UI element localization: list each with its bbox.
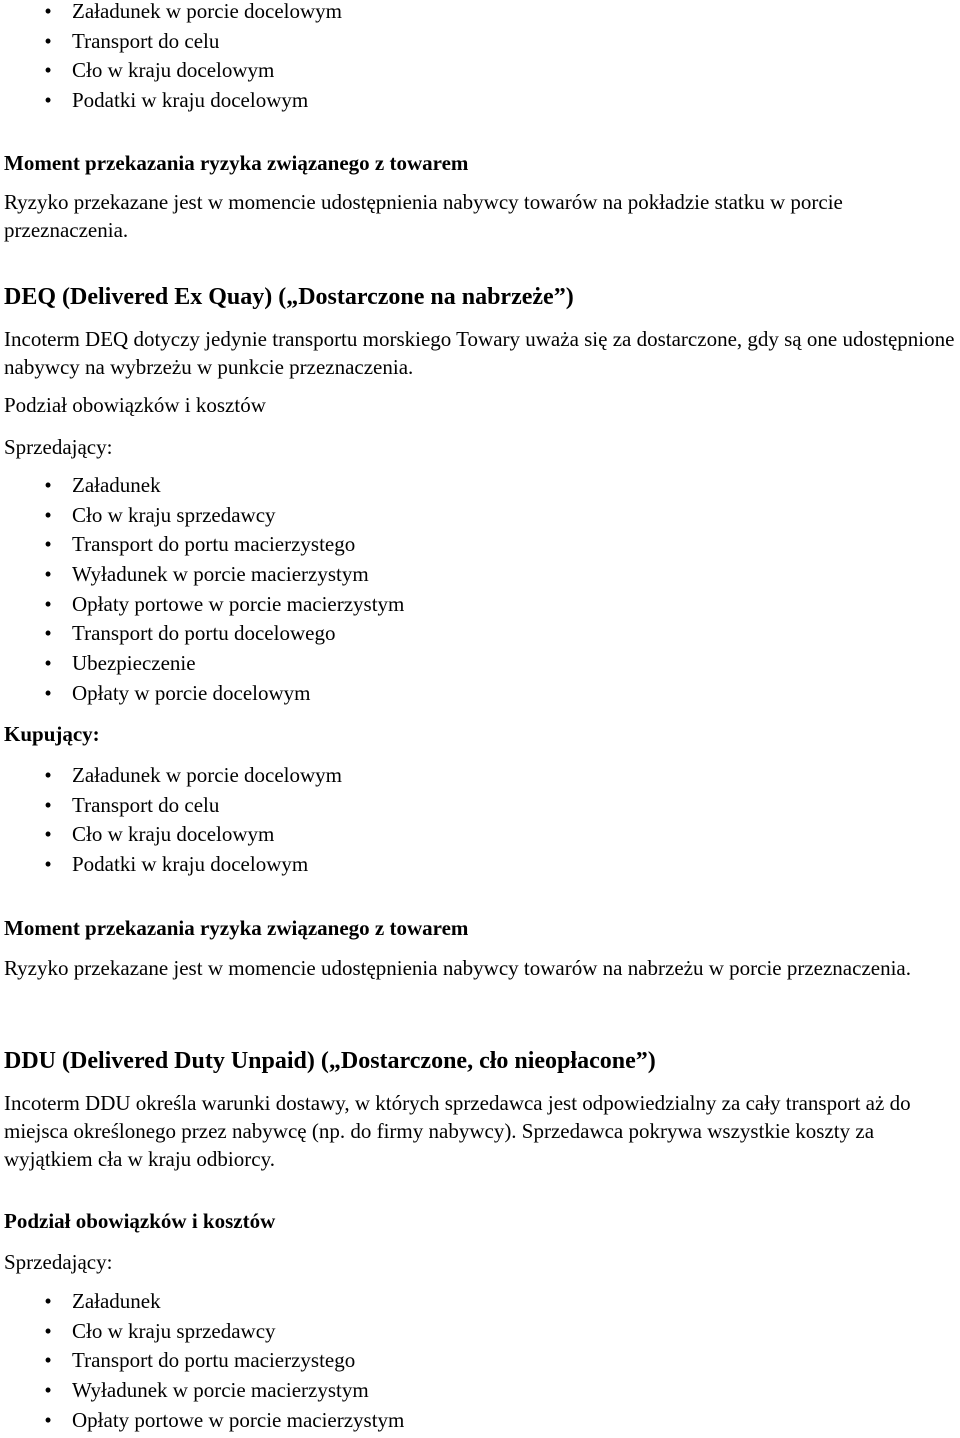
list-item-text: Załadunek bbox=[72, 473, 161, 497]
ddu-seller-label: Sprzedający: bbox=[4, 1250, 113, 1274]
list-item-text: Podatki w kraju docelowym bbox=[72, 88, 309, 113]
bullet-icon: • bbox=[44, 591, 52, 616]
list-item-text: Podatki w kraju docelowym bbox=[72, 852, 309, 877]
risk-heading: Moment przekazania ryzyka związanego z towarem bbox=[4, 151, 469, 175]
bullet-icon: • bbox=[44, 651, 52, 676]
bullet-icon: • bbox=[44, 1348, 52, 1373]
list-item bbox=[0, 1376, 960, 1406]
list-item-text: Cło w kraju docelowym bbox=[72, 822, 275, 847]
bullet-icon: • bbox=[44, 680, 52, 705]
bullet-icon: • bbox=[44, 1289, 52, 1313]
bullet-icon: • bbox=[44, 1407, 52, 1432]
list-item-text: Opłaty portowe w porcie macierzystym bbox=[72, 591, 405, 616]
list-item bbox=[0, 0, 960, 27]
list-item bbox=[0, 86, 960, 116]
ddu-heading: DDU (Delivered Duty Unpaid) („Dostarczone, cło nieopłacone”) bbox=[4, 1048, 656, 1074]
list-item-text: Transport do portu macierzystego bbox=[72, 532, 356, 557]
list-item bbox=[0, 501, 960, 531]
bullet-icon: • bbox=[44, 1378, 52, 1403]
ddu-seller-list bbox=[0, 1287, 960, 1435]
bullet-icon: • bbox=[44, 822, 52, 847]
bullet-icon: • bbox=[44, 58, 52, 83]
deq-buyer-list bbox=[0, 761, 960, 880]
list-item-text: Ubezpieczenie bbox=[72, 651, 196, 676]
list-item bbox=[0, 1346, 960, 1376]
deq-intro: Incoterm DEQ dotyczy jedynie transportu morskiego Towary uważa się za dostarczone, gdy są one udostępnione nabywcy na wybrzeżu w punkcie przeznaczenia. bbox=[4, 327, 955, 379]
deq-risk-text: Ryzyko przekazane jest w momencie udostępnienia nabywcy towarów na nabrzeżu w porcie przeznaczenia. bbox=[4, 956, 911, 980]
list-item-text: Opłaty w porcie docelowym bbox=[72, 680, 311, 705]
bullet-icon: • bbox=[44, 473, 52, 497]
deq-seller-label: Sprzedający: bbox=[4, 435, 113, 459]
bullet-icon: • bbox=[44, 763, 52, 787]
buyer-obligations-list-top bbox=[0, 0, 960, 116]
list-item-text: Cło w kraju sprzedawcy bbox=[72, 1318, 276, 1343]
list-item bbox=[0, 471, 960, 501]
list-item bbox=[0, 619, 960, 649]
bullet-icon: • bbox=[44, 0, 52, 23]
list-item bbox=[0, 1317, 960, 1347]
list-item-text: Wyładunek w porcie macierzystym bbox=[72, 1378, 369, 1403]
list-item-text: Transport do celu bbox=[72, 792, 220, 817]
list-item-text: Załadunek w porcie docelowym bbox=[72, 0, 342, 23]
bullet-icon: • bbox=[44, 28, 52, 53]
bullet-icon: • bbox=[44, 562, 52, 587]
list-item bbox=[0, 820, 960, 850]
list-item-text: Wyładunek w porcie macierzystym bbox=[72, 562, 369, 587]
list-item-text: Załadunek w porcie docelowym bbox=[72, 763, 342, 787]
list-item-text: Cło w kraju sprzedawcy bbox=[72, 502, 276, 527]
list-item-text: Opłaty portowe w porcie macierzystym bbox=[72, 1407, 405, 1432]
risk-text: Ryzyko przekazane jest w momencie udostępnienia nabywcy towarów na pokładzie statku w porcie przeznaczenia. bbox=[4, 190, 843, 242]
list-item bbox=[0, 27, 960, 57]
bullet-icon: • bbox=[44, 852, 52, 877]
deq-buyer-label: Kupujący: bbox=[4, 722, 100, 746]
deq-division-label: Podział obowiązków i kosztów bbox=[4, 393, 266, 417]
bullet-icon: • bbox=[44, 88, 52, 113]
ddu-division-label: Podział obowiązków i kosztów bbox=[4, 1209, 276, 1233]
list-item bbox=[0, 560, 960, 590]
list-item bbox=[0, 1287, 960, 1317]
list-item bbox=[0, 1406, 960, 1436]
deq-heading: DEQ (Delivered Ex Quay) („Dostarczone na nabrzeże”) bbox=[4, 284, 574, 310]
list-item-text: Załadunek bbox=[72, 1289, 161, 1313]
list-item-text: Cło w kraju docelowym bbox=[72, 58, 275, 83]
deq-risk-heading: Moment przekazania ryzyka związanego z towarem bbox=[4, 916, 469, 940]
list-item-text: Transport do portu macierzystego bbox=[72, 1348, 356, 1373]
list-item bbox=[0, 530, 960, 560]
list-item bbox=[0, 761, 960, 791]
deq-seller-list bbox=[0, 471, 960, 709]
bullet-icon: • bbox=[44, 792, 52, 817]
list-item bbox=[0, 649, 960, 679]
list-item-text: Transport do portu docelowego bbox=[72, 621, 336, 646]
ddu-intro: Incoterm DDU określa warunki dostawy, w których sprzedawca jest odpowiedzialny za cały transport aż do miejsca określonego przez nabywcę (np. do firmy nabywcy). Sprzedawca pokrywa wszystkie koszty za wyjątkiem cła w kraju odbiorcy. bbox=[4, 1091, 911, 1171]
bullet-icon: • bbox=[44, 1318, 52, 1343]
list-item-text: Transport do celu bbox=[72, 28, 220, 53]
bullet-icon: • bbox=[44, 621, 52, 646]
list-item bbox=[0, 791, 960, 821]
list-item bbox=[0, 679, 960, 709]
bullet-icon: • bbox=[44, 532, 52, 557]
list-item bbox=[0, 56, 960, 86]
list-item bbox=[0, 850, 960, 880]
list-item bbox=[0, 590, 960, 620]
bullet-icon: • bbox=[44, 502, 52, 527]
